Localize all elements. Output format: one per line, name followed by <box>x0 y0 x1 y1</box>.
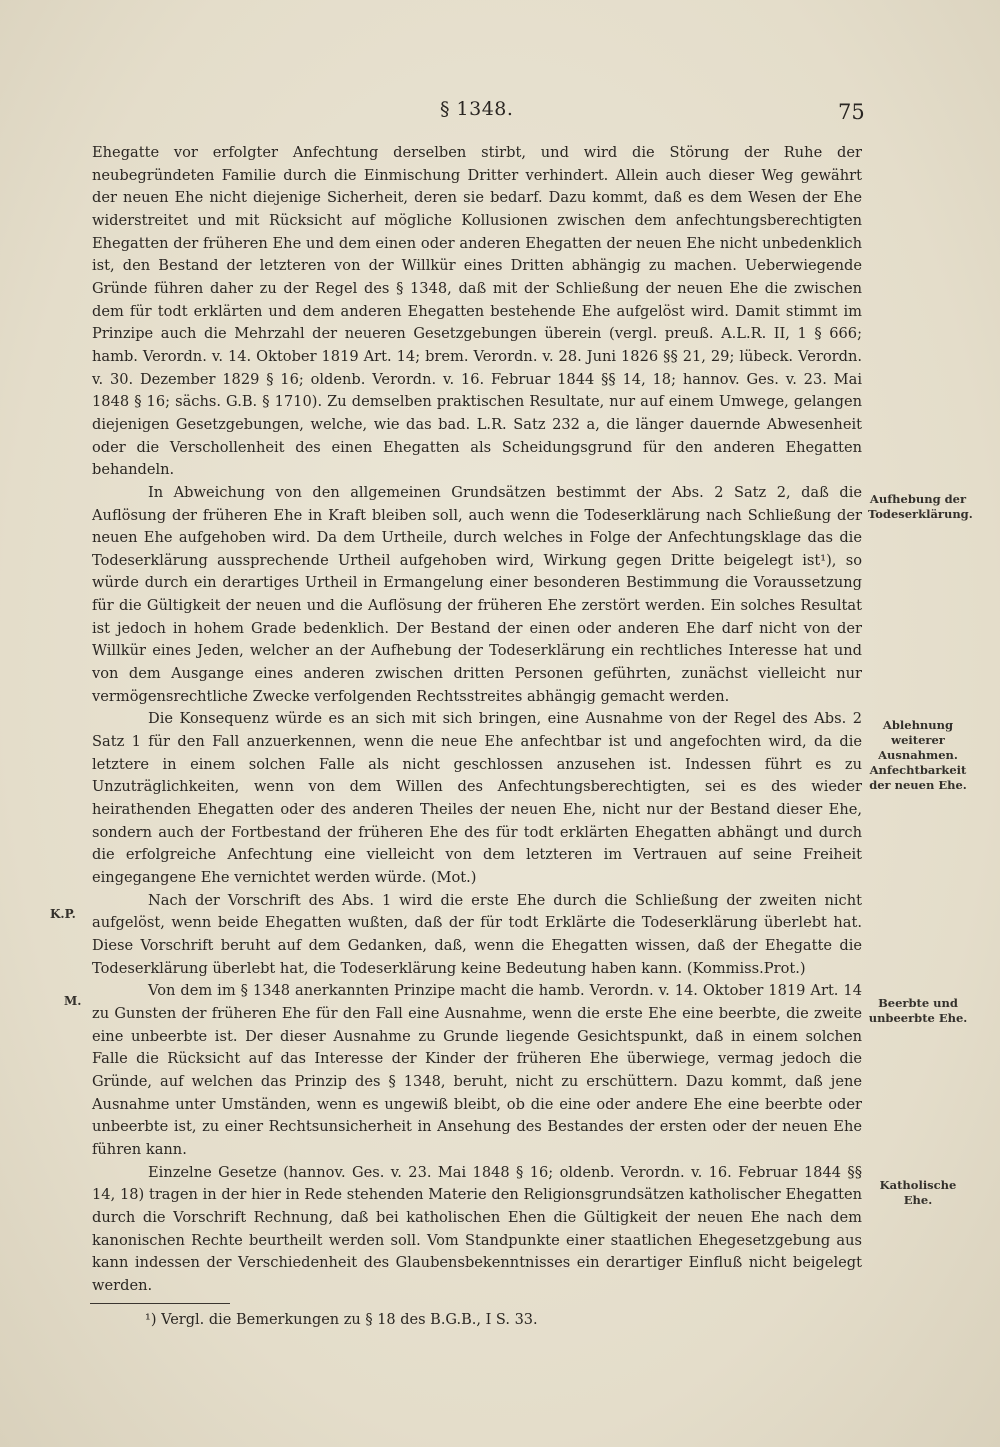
section-heading: § 1348. <box>440 98 514 120</box>
paragraph: Von dem im § 1348 anerkannten Prinzipe macht die hamb. Verordn. v. 14. Oktober 1819 Art. 14 zu Gunsten der früheren Ehe für den Fall eine Ausnahme, wenn die erste Ehe eine beerbte, die zweite eine unbeerbte ist. Der dieser Ausnahme zu Grunde liegende Gesichtspunkt, daß in einem solchen Falle die Rücksicht auf das Interesse der Kinder der früheren Ehe überwiege, vermag jedoch die Gründe, auf welchen das Prinzip des § 1348, beruht, nicht zu erschüttern. Dazu kommt, daß jene Ausnahme unter Umständen, wenn es ungewiß bleibt, ob die eine oder andere Ehe eine beerbte oder unbeerbte ist, zu einer Rechtsunsicherheit in Ansehung des Bestandes der ersten oder der neuen Ehe führen kann. <box>92 982 862 1158</box>
paragraph: Ehegatte vor erfolgter Anfechtung derselben stirbt, und wird die Störung der Ruhe der neubegründeten Familie durch die Einmischung Dritter verhindert. Allein auch dieser Weg gewährt der neuen Ehe nicht diejenige Sicherheit, deren sie bedarf. Dazu kommt, daß es dem Wesen der Ehe widerstreitet und mit Rücksicht auf mögliche Kollusionen zwischen dem anfechtungsberechtigten Ehegatten der früheren Ehe und dem einen oder anderen Ehegatten der neuen Ehe nicht unbedenklich ist, den Bestand der letzteren von der Willkür eines Dritten abhängig zu machen. Ueberwiegende Gründe führen daher zu der Regel des § 1348, daß mit der Schließung der neuen Ehe die zwischen dem für todt erklärten und dem anderen Ehegatten bestehende Ehe aufgelöst wird. Damit stimmt im Prinzipe auch die Mehrzahl der neueren Gesetzgebungen überein (vergl. preuß. A.L.R. II, 1 § 666; hamb. Verordn. v. 14. Oktober 1819 Art. 14; brem. Verordn. v. 28. Juni 1826 §§ 21, 29; lübeck. Verordn. v. 30. Dezember 1829 § 16; oldenb. Verordn. v. 16. Februar 1844 §§ 14, 18; hannov. Ges. v. 23. Mai 1848 § 16; sächs. G.B. § 1710). Zu demselben praktischen Resultate, nur auf einem Umwege, gelangen diejenigen Gesetzgebungen, welche, wie das bad. L.R. Satz 232 a, die länger dauernde Abwesenheit oder die Verschollenheit des einen Ehegatten als Scheidungsgrund für den anderen Ehegatten behandeln. <box>92 144 862 479</box>
siglum: K.P. <box>50 907 76 921</box>
body-text <box>92 142 862 1297</box>
paragraph: Einzelne Gesetze (hannov. Ges. v. 23. Mai 1848 § 16; oldenb. Verordn. v. 16. Februar 1844 §§ 14, 18) tragen in der hier in Rede stehenden Materie den Religionsgrundsätzen katholischer Ehegatten durch die Vorschrift Rechnung, daß bei katholischen Ehen die Gültigkeit der neuen Ehe nach dem kanonischen Rechte beurtheilt werden soll. Vom Standpunkte einer staatlichen Ehegesetzgebung aus kann indessen der Verschiedenheit des Glaubensbekenntnisses ein derartiger Einfluß nicht beigelegt werden. <box>92 1163 862 1294</box>
page-header <box>0 98 1000 128</box>
paragraph: Die Konsequenz würde es an sich mit sich bringen, eine Ausnahme von der Regel des Abs. 2 Satz 1 für den Fall anzuerkennen, wenn die neue Ehe anfechtbar ist und angefochten wird, da die letztere in einem solchen Falle als nicht geschlossen anzusehen ist. Indessen führt es zu Unzuträglichkeiten, wenn von dem Willen des Anfechtungsberechtigten, sei es des wieder heirathenden Ehegatten oder des anderen Theiles der neuen Ehe, nicht nur der Bestand dieser Ehe, sondern auch der Fortbestand der früheren Ehe des für todt erklärten Ehegatten abhängt und durch die erfolgreiche Anfechtung eine vielleicht von dem letzteren im Vertrauen auf seine Freiheit eingegangene Ehe vernichtet werden würde. (Mot.) <box>92 710 862 886</box>
paragraph: Nach der Vorschrift des Abs. 1 wird die erste Ehe durch die Schließung der zweiten nicht aufgelöst, wenn beide Ehegatten wußten, daß der für todt Erklärte die Todeserklärung überlebt hat. Diese Vorschrift beruht auf dem Gedanken, daß, wenn die Ehegatten wissen, daß der Ehegatte die Todeserklärung überlebt hat, die Todeserklärung keine Bedeutung haben kann. (Kommiss.Prot.) <box>92 891 862 977</box>
paragraph: In Abweichung von den allgemeinen Grundsätzen bestimmt der Abs. 2 Satz 2, daß die Auflösung der früheren Ehe in Kraft bleiben soll, auch wenn die Todeserklärung nach Schließung der neuen Ehe aufgehoben wird. Da dem Urtheile, durch welches in Folge der Anfechtungsklage das die Todeserklärung aussprechende Urtheil aufgehoben wird, Wirkung gegen Dritte beigelegt ist¹), so würde durch ein derartiges Urtheil in Ermangelung einer besonderen Bestimmung die Voraussetzung für die Gültigkeit der neuen und die Auflösung der früheren Ehe zerstört werden. Ein solches Resultat ist jedoch in hohem Grade bedenklich. Der Bestand der einen oder anderen Ehe darf nicht von der Willkür eines Jeden, welcher an der Aufhebung der Todeserklärung ein rechtliches Interesse hat und von dem Ausgange eines anderen zwischen dritten Personen geführten, zunächst vielleicht nur vermögensrechtliche Zwecke verfolgenden Rechtsstreites abhängig gemacht werden. <box>92 483 862 705</box>
margin-note: Ablehnung weiterer Ausnahmen. Anfechtbarkeit der neuen Ehe. <box>869 718 967 792</box>
footnote-divider <box>90 1303 230 1304</box>
footnote: ¹) Vergl. die Bemerkungen zu § 18 des B.G.B., I S. 33. <box>145 1312 538 1328</box>
margin-note: Aufhebung der Todeserklärung. <box>868 492 973 521</box>
margin-note: Katholische Ehe. <box>879 1178 957 1207</box>
page-number: 75 <box>838 100 865 124</box>
margin-note: Beerbte und unbeerbte Ehe. <box>868 996 968 1025</box>
siglum: M. <box>64 994 82 1008</box>
